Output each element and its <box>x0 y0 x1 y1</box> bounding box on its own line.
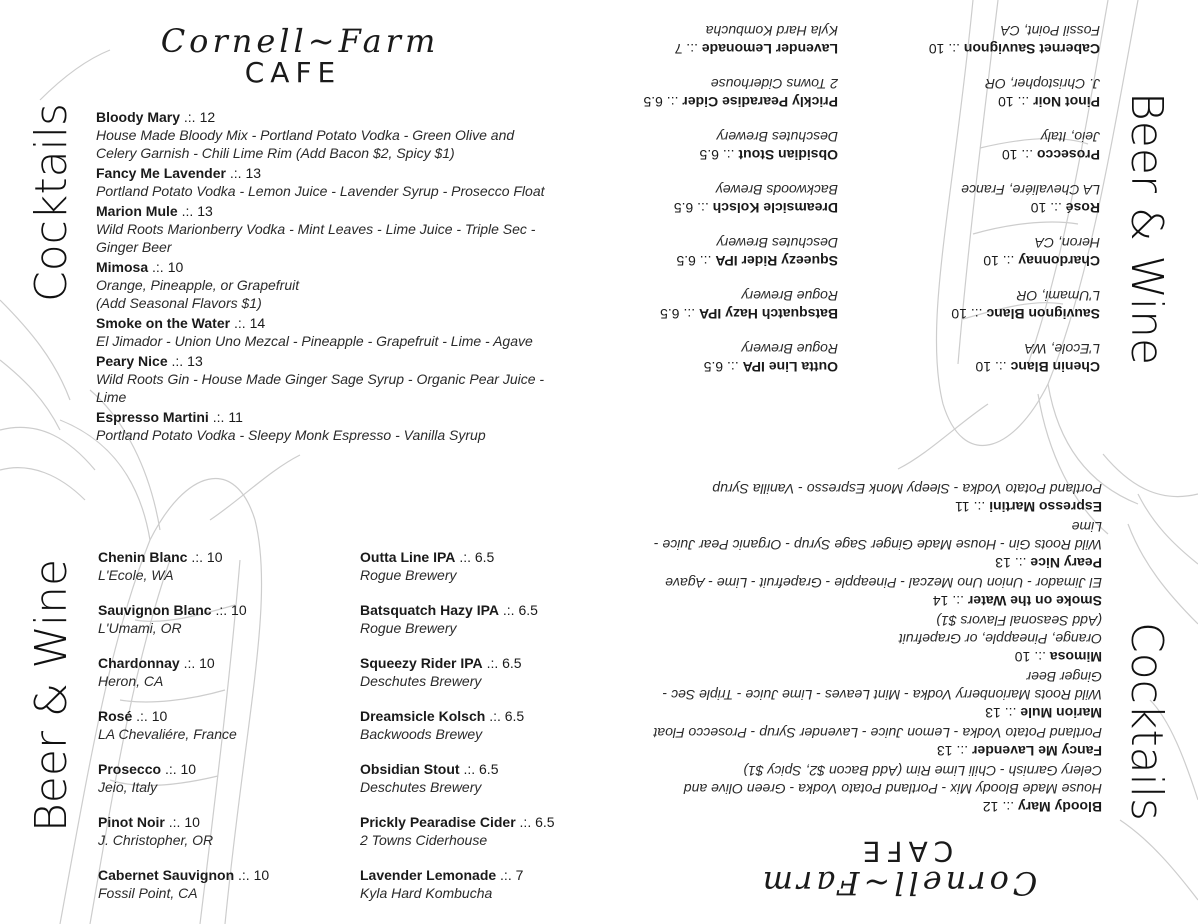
wine-name: Chenin Blanc <box>1010 359 1100 375</box>
beer-name: Batsquatch Hazy IPA <box>699 306 838 322</box>
wine-origin: L'Ecole, WA <box>1024 341 1100 357</box>
price-separator: .:. <box>502 602 515 618</box>
beer-item <box>360 813 600 866</box>
cocktail-description: El Jimador - Union Uno Mezcal - Pineapple - Grapefruit - Lime - Agave <box>96 333 533 349</box>
wine-name: Cabernet Sauvignon <box>98 867 235 883</box>
cocktail-name: Bloody Mary <box>1017 799 1102 815</box>
wine-origin: Fossil Point, CA <box>98 885 198 901</box>
wine-origin: Jeio, Italy <box>1040 129 1100 145</box>
logo-script-text: Cornell~Farm <box>758 864 1038 902</box>
price-separator: .:. <box>500 867 512 883</box>
cocktail-description: Wild Roots Marionberry Vodka - Mint Leaves - Lime Juice - Triple Sec - Ginger Beer <box>96 221 536 255</box>
cocktail-price: 12 <box>982 799 999 815</box>
price-separator: .:. <box>1002 253 1015 269</box>
cocktails-section-title: Cocktails <box>1121 622 1172 821</box>
beer-name: Batsquatch Hazy IPA <box>360 602 499 618</box>
wine-origin: LA Chevaliére, France <box>98 726 237 742</box>
price-separator: .:. <box>215 602 228 618</box>
wine-item <box>98 813 338 866</box>
beer-brewery: Rogue Brewery <box>360 567 457 583</box>
wine-item <box>98 601 338 654</box>
price-separator: .:. <box>463 761 476 777</box>
price-separator: .:. <box>171 353 184 369</box>
beer-brewery: Kyla Hard Kombucha <box>705 23 838 39</box>
wine-item <box>860 217 1100 270</box>
beer-item <box>598 111 838 164</box>
beer-brewery: Deschutes Brewery <box>716 129 838 145</box>
cocktail-description: Wild Roots Gin - House Made Ginger Sage Syrup - Organic Pear Juice - Lime <box>653 519 1102 553</box>
cocktail-item <box>642 574 1102 610</box>
cocktail-name: Espresso Martini <box>96 409 209 425</box>
beer-name: Prickly Pearadise Cider <box>682 94 838 110</box>
price-separator: .:. <box>212 409 225 425</box>
wine-price: 10 <box>928 41 945 57</box>
price-separator: .:. <box>152 259 164 275</box>
cocktail-price: 14 <box>932 593 949 609</box>
cocktail-description: Portland Potato Vodka - Sleepy Monk Espresso - Vanilla Syrup <box>712 481 1102 497</box>
cocktail-item <box>96 108 556 162</box>
wine-price: 10 <box>184 814 200 830</box>
price-separator: .:. <box>191 549 204 565</box>
beer-wine-section-title: Beer & Wine <box>1121 92 1172 366</box>
beer-list <box>360 548 600 919</box>
cocktail-name: Fancy Me Lavender <box>96 165 226 181</box>
cocktail-description-extra: (Add Seasonal Flavors $1) <box>936 613 1102 629</box>
wine-origin: L'Ecole, WA <box>98 567 174 583</box>
wine-name: Rosé <box>1065 200 1100 216</box>
cocktail-list <box>642 478 1102 816</box>
beer-item <box>598 164 838 217</box>
cocktail-name: Smoke on the Water <box>96 315 231 331</box>
price-separator: .:. <box>238 867 250 883</box>
beer-price: 6.5 <box>535 814 555 830</box>
price-separator: .:. <box>994 359 1007 375</box>
wine-name: Prosecco <box>1036 147 1100 163</box>
wine-price: 10 <box>199 655 215 671</box>
cocktail-name: Bloody Mary <box>96 109 181 125</box>
wine-item <box>860 270 1100 323</box>
cocktail-item <box>642 518 1102 572</box>
cocktail-price: 13 <box>245 165 262 181</box>
beer-brewery: Kyla Hard Kombucha <box>360 885 493 901</box>
wine-price: 10 <box>951 306 967 322</box>
beer-item <box>598 217 838 270</box>
cocktail-item <box>96 202 556 256</box>
beer-name: Lavender Lemonade <box>360 867 497 883</box>
price-separator: .:. <box>519 814 532 830</box>
beer-brewery: Rogue Brewery <box>360 620 457 636</box>
price-separator: .:. <box>168 814 181 830</box>
beer-item <box>360 866 600 919</box>
price-separator: .:. <box>683 306 696 322</box>
beer-name: Outta Line IPA <box>360 549 456 565</box>
cocktail-description: House Made Bloody Mix - Portland Potato Vodka - Green Olive and Celery Garnish - Chili Lime Rim (Add Bacon $2, Spicy $1) <box>683 763 1102 797</box>
wine-origin: Heron, CA <box>1034 235 1100 251</box>
beer-wine-section-title: Beer & Wine <box>26 558 77 832</box>
beer-name: Lavender Lemonade <box>701 41 838 57</box>
wine-item <box>98 866 338 919</box>
cocktail-price: 12 <box>199 109 216 125</box>
wine-name: Chardonnay <box>1018 253 1100 269</box>
price-separator: .:. <box>948 41 960 57</box>
wine-price: 10 <box>1030 200 1047 216</box>
cocktail-description: House Made Bloody Mix - Portland Potato Vodka - Green Olive and Celery Garnish - Chili Lime Rim (Add Bacon $2, Spicy $1) <box>96 127 515 161</box>
price-separator: .:. <box>1017 94 1030 110</box>
beer-item <box>598 58 838 111</box>
beer-item <box>360 707 600 760</box>
beer-brewery: Deschutes Brewery <box>716 235 838 251</box>
price-separator: .:. <box>229 165 242 181</box>
cocktail-price: 10 <box>1014 649 1031 665</box>
cocktail-description: El Jimador - Union Uno Mezcal - Pineapple - Grapefruit - Lime - Agave <box>665 575 1102 591</box>
cocktail-name: Mimosa <box>96 259 149 275</box>
price-separator: .:. <box>233 315 246 331</box>
wine-price: 10 <box>253 867 270 883</box>
cafe-logo <box>748 836 1048 900</box>
wine-name: Sauvignon Blanc <box>98 602 212 618</box>
wine-origin: J. Christopher, OR <box>984 76 1100 92</box>
beer-name: Dreamsicle Kolsch <box>712 200 838 216</box>
beer-brewery: Backwoods Brewey <box>715 182 838 198</box>
beer-price: 6.5 <box>502 655 522 671</box>
beer-item <box>360 654 600 707</box>
price-separator: .:. <box>699 253 712 269</box>
price-separator: .:. <box>1002 799 1015 815</box>
beer-brewery: 2 Towns Ciderhouse <box>360 832 488 848</box>
beer-price: 6.5 <box>676 253 696 269</box>
wine-item <box>860 323 1100 376</box>
price-separator: .:. <box>973 499 986 515</box>
beer-brewery: Deschutes Brewery <box>360 779 482 795</box>
logo-cafe-text: CAFE <box>244 56 342 89</box>
wine-name: Pinot Noir <box>1033 94 1100 110</box>
cocktail-item <box>96 408 556 444</box>
cocktail-description-extra: (Add Seasonal Flavors $1) <box>96 295 262 311</box>
cocktail-price: 13 <box>197 203 213 219</box>
cocktail-item <box>642 724 1102 760</box>
logo-cafe-text: CAFE <box>856 835 954 868</box>
beer-item <box>598 5 838 58</box>
beer-price: 6.5 <box>474 549 495 565</box>
beer-price: 6.5 <box>479 761 499 777</box>
wine-origin: L'Umami, OR <box>1016 288 1100 304</box>
price-separator: .:. <box>727 359 739 375</box>
cocktail-price: 13 <box>936 743 953 759</box>
price-separator: .:. <box>164 761 177 777</box>
cocktail-price: 14 <box>249 315 266 331</box>
cocktail-price: 13 <box>995 555 1011 571</box>
wine-price: 10 <box>206 549 223 565</box>
price-separator: .:. <box>952 593 965 609</box>
cocktail-item <box>642 762 1102 816</box>
price-separator: .:. <box>1034 649 1046 665</box>
price-separator: .:. <box>1050 200 1062 216</box>
beer-brewery: Rogue Brewery <box>741 288 838 304</box>
cocktail-price: 10 <box>167 259 184 275</box>
cocktail-item <box>96 314 556 350</box>
wine-item <box>98 548 338 601</box>
cocktail-description: Orange, Pineapple, or Grapefruit <box>96 277 300 293</box>
cocktail-item <box>96 258 556 312</box>
price-separator: .:. <box>183 109 196 125</box>
cocktail-price: 11 <box>955 499 970 515</box>
cocktail-description: Portland Potato Vodka - Lemon Juice - Lavender Syrup - Prosecco Float <box>96 183 545 199</box>
wine-origin: Jeio, Italy <box>98 779 158 795</box>
menu-panel-inverted <box>599 0 1198 924</box>
wine-price: 10 <box>983 253 999 269</box>
price-separator: .:. <box>686 41 698 57</box>
beer-name: Squeezy Rider IPA <box>360 655 483 671</box>
wine-name: Cabernet Sauvignon <box>963 41 1100 57</box>
price-separator: .:. <box>489 708 501 724</box>
beer-price: 6.5 <box>660 306 680 322</box>
wine-item <box>98 760 338 813</box>
price-separator: .:. <box>956 743 969 759</box>
cocktail-price: 13 <box>187 353 203 369</box>
price-separator: .:. <box>1014 555 1027 571</box>
wine-origin: L'Umami, OR <box>98 620 182 636</box>
beer-item <box>360 760 600 813</box>
wine-origin: Heron, CA <box>98 673 164 689</box>
beer-price: 7 <box>674 41 683 57</box>
cocktail-list <box>96 108 556 446</box>
wine-price: 10 <box>151 708 168 724</box>
wine-name: Chenin Blanc <box>98 549 188 565</box>
wine-item <box>860 5 1100 58</box>
beer-brewery: Rogue Brewery <box>741 341 838 357</box>
beer-brewery: Backwoods Brewey <box>360 726 483 742</box>
beer-brewery: Deschutes Brewery <box>360 673 482 689</box>
cafe-logo <box>150 24 450 88</box>
cocktail-item <box>96 352 556 406</box>
cocktail-description: Portland Potato Vodka - Sleepy Monk Espresso - Vanilla Syrup <box>96 427 486 443</box>
beer-price: 6.5 <box>504 708 525 724</box>
beer-name: Outta Line IPA <box>742 359 838 375</box>
wine-item <box>98 654 338 707</box>
wine-price: 10 <box>1001 147 1018 163</box>
cocktail-name: Peary Nice <box>96 353 168 369</box>
wine-origin: LA Chevaliére, France <box>961 182 1100 198</box>
cocktail-name: Fancy Me Lavender <box>972 743 1102 759</box>
price-separator: .:. <box>486 655 499 671</box>
price-separator: .:. <box>181 203 194 219</box>
price-separator: .:. <box>459 549 471 565</box>
beer-name: Dreamsicle Kolsch <box>360 708 486 724</box>
cocktail-name: Smoke on the Water <box>967 593 1102 609</box>
cocktail-item <box>642 612 1102 666</box>
logo-script-text: Cornell~Farm <box>160 22 440 60</box>
beer-name: Squeezy Rider IPA <box>715 253 838 269</box>
cocktail-name: Peary Nice <box>1030 555 1102 571</box>
cocktail-description: Orange, Pineapple, or Grapefruit <box>898 631 1102 647</box>
wine-item <box>860 111 1100 164</box>
wine-list <box>860 5 1100 376</box>
wine-price: 10 <box>998 94 1014 110</box>
price-separator: .:. <box>136 708 148 724</box>
beer-price: 6.5 <box>643 94 663 110</box>
cocktail-name: Espresso Martini <box>989 499 1102 515</box>
cocktail-name: Marion Mule <box>96 203 178 219</box>
wine-name: Chardonnay <box>98 655 180 671</box>
wine-name: Rosé <box>98 708 133 724</box>
cocktail-item <box>642 668 1102 722</box>
cocktail-description: Wild Roots Marionberry Vodka - Mint Leaves - Lime Juice - Triple Sec - Ginger Beer <box>662 669 1102 703</box>
wine-price: 10 <box>180 761 197 777</box>
wine-name: Pinot Noir <box>98 814 165 830</box>
beer-item <box>360 601 600 654</box>
cocktail-name: Mimosa <box>1049 649 1102 665</box>
cocktail-item <box>642 480 1102 516</box>
price-separator: .:. <box>722 147 735 163</box>
cocktail-description: Portland Potato Vodka - Lemon Juice - Lavender Syrup - Prosecco Float <box>653 725 1102 741</box>
beer-price: 6.5 <box>703 359 724 375</box>
beer-brewery: 2 Towns Ciderhouse <box>710 76 838 92</box>
wine-origin: J. Christopher, OR <box>98 832 214 848</box>
wine-origin: Fossil Point, CA <box>1000 23 1100 39</box>
beer-list <box>598 5 838 376</box>
beer-price: 7 <box>515 867 524 883</box>
wine-name: Sauvignon Blanc <box>986 306 1100 322</box>
wine-item <box>98 707 338 760</box>
wine-list <box>98 548 338 919</box>
beer-item <box>598 270 838 323</box>
cocktails-section-title: Cocktails <box>26 103 77 302</box>
wine-item <box>860 164 1100 217</box>
beer-item <box>598 323 838 376</box>
price-separator: .:. <box>1021 147 1034 163</box>
beer-price: 6.5 <box>673 200 694 216</box>
wine-name: Prosecco <box>98 761 162 777</box>
cocktail-name: Marion Mule <box>1020 705 1102 721</box>
wine-item <box>860 58 1100 111</box>
price-separator: .:. <box>183 655 196 671</box>
cocktail-price: 13 <box>985 705 1001 721</box>
beer-name: Obsidian Stout <box>360 761 460 777</box>
beer-name: Prickly Pearadise Cider <box>360 814 516 830</box>
cocktail-price: 11 <box>228 409 243 425</box>
price-separator: .:. <box>697 200 709 216</box>
wine-price: 10 <box>231 602 247 618</box>
cocktail-item <box>96 164 556 200</box>
price-separator: .:. <box>970 306 983 322</box>
price-separator: .:. <box>666 94 679 110</box>
cocktail-description: Wild Roots Gin - House Made Ginger Sage Syrup - Organic Pear Juice - Lime <box>96 371 545 405</box>
beer-name: Obsidian Stout <box>738 147 838 163</box>
beer-price: 6.5 <box>518 602 538 618</box>
price-separator: .:. <box>1004 705 1017 721</box>
wine-price: 10 <box>975 359 992 375</box>
beer-price: 6.5 <box>699 147 719 163</box>
beer-item <box>360 548 600 601</box>
